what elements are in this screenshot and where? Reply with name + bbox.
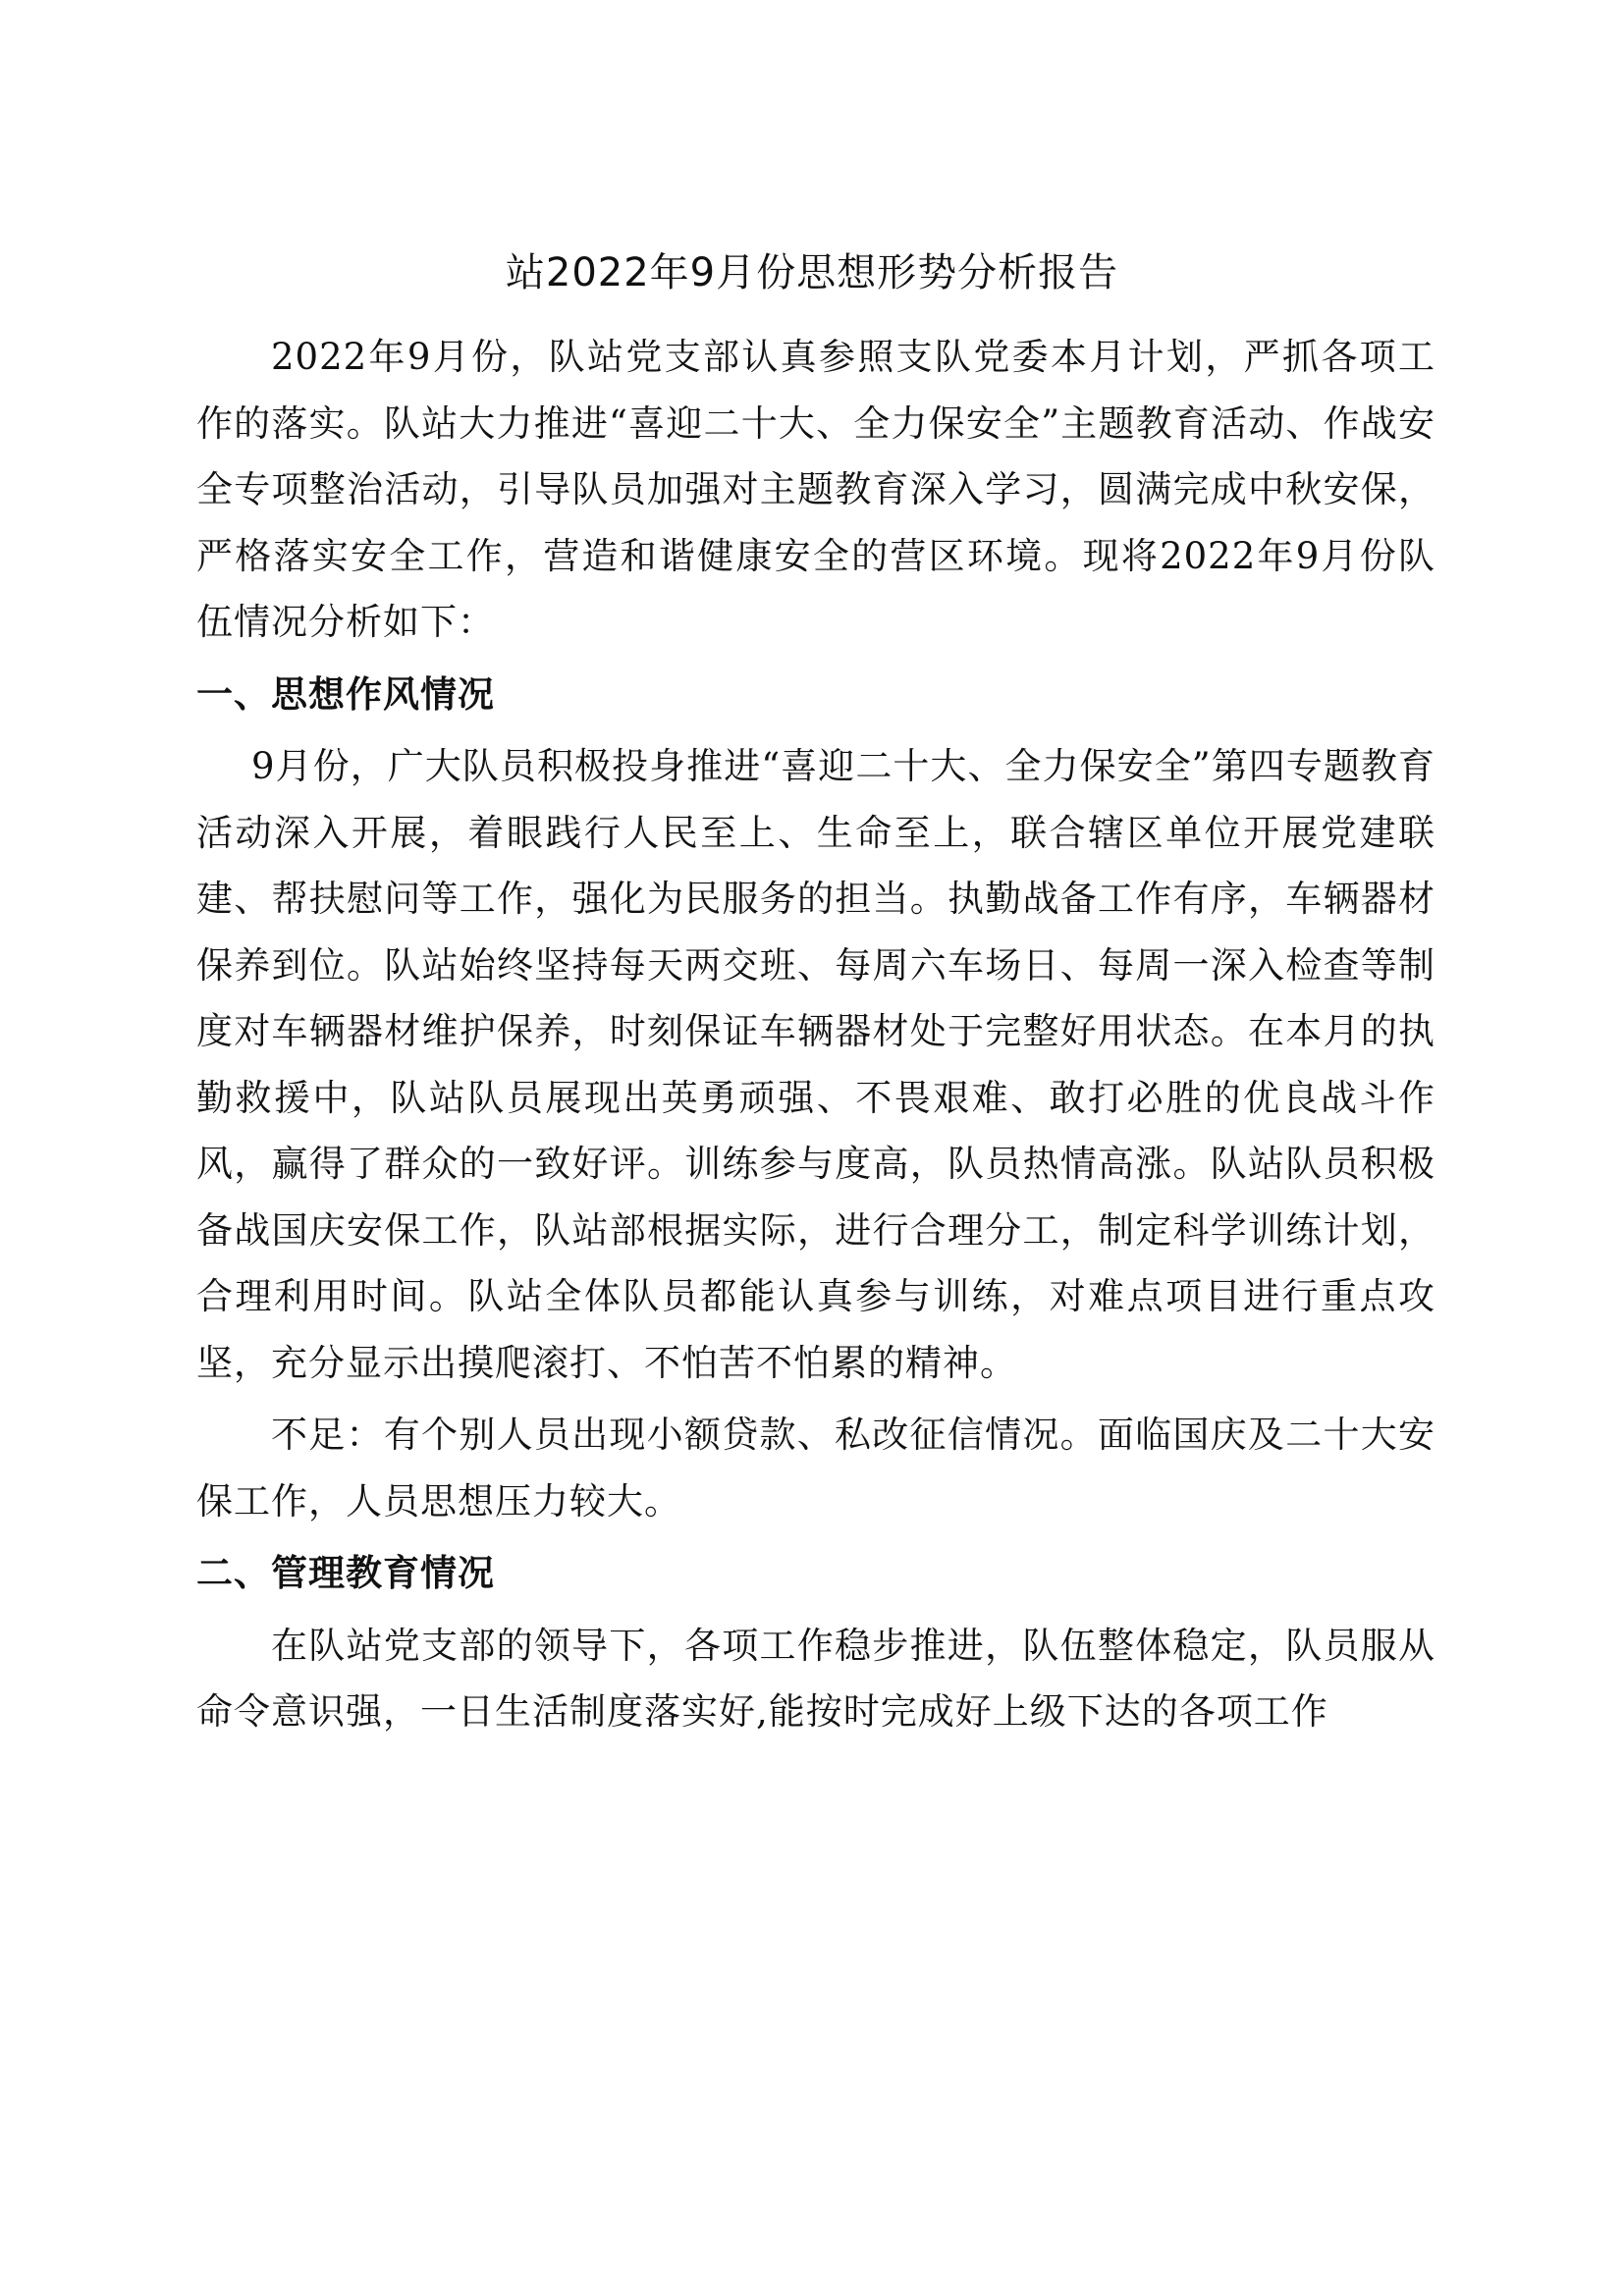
section-2-paragraph-1: 在队站党支部的领导下，各项工作稳步推进，队伍整体稳定，队员服从命令意识强，一日生活制度落实好,能按时完成好上级下达的各项工作 — [196, 1624, 1435, 1733]
document-body — [196, 324, 1435, 1745]
section-1-paragraph-1: 9月份，广大队员积极投身推进“喜迎二十大、全力保安全”第四专题教育活动深入开展，着眼践行人民至上、生命至上，联合辖区单位开展党建联建、帮扶慰问等工作，强化为民服务的担当。执勤战备工作有序，车辆器材保养到位。队站始终坚持每天两交班、每周六车场日、每周一深入检查等制度对车辆器材维护保养，时刻保证车辆器材处于完整好用状态。在本月的执勤救援中，队站队员展现出英勇顽强、不畏艰难、敢打必胜的优良战斗作风，赢得了群众的一致好评。训练参与度高，队员热情高涨。队站队员积极备战国庆安保工作，队站部根据实际，进行合理分工，制定科学训练计划，合理利用时间。队站全体队员都能认真参与训练，对难点项目进行重点攻坚，充分显示出摸爬滚打、不怕苦不怕累的精神。 — [196, 745, 1435, 1384]
section-heading-2: 二、管理教育情况 — [196, 1552, 495, 1594]
section-1-paragraph-2: 不足：有个别人员出现小额贷款、私改征信情况。面临国庆及二十大安保工作，人员思想压力较大。 — [196, 1414, 1435, 1522]
section-heading-1: 一、思想作风情况 — [196, 672, 495, 716]
intro-paragraph: 2022年9月份，队站党支部认真参照支队党委本月计划，严抓各项工作的落实。队站大力推进“喜迎二十大、全力保安全”主题教育活动、作战安全专项整治活动，引导队员加强对主题教育深入学习，圆满完成中秋安保，严格落实安全工作，营造和谐健康安全的营区环境。现将2022年9月份队伍情况分析如下： — [196, 336, 1435, 643]
document-title: 站2022年9月份思想形势分析报告 — [505, 250, 1119, 295]
